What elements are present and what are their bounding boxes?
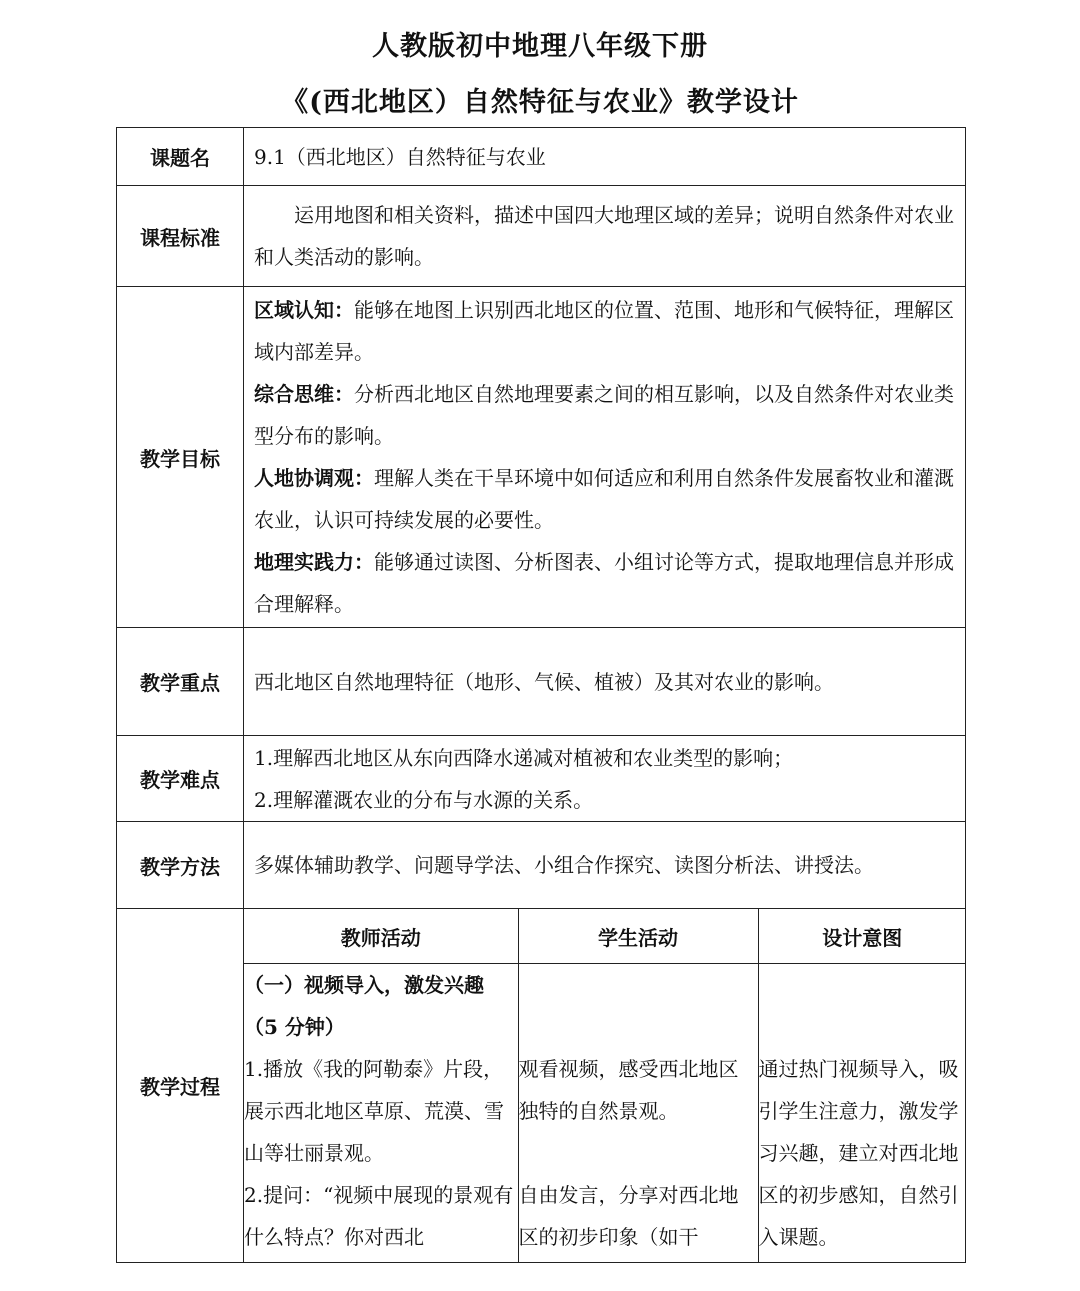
lesson-plan-table <box>116 127 966 1263</box>
objective-item <box>254 541 955 625</box>
row-difficulties <box>117 736 966 822</box>
key-points-label: 教学重点 <box>117 628 244 736</box>
objective-item <box>254 289 955 373</box>
methods-value: 多媒体辅助教学、问题导学法、小组合作探究、读图分析法、讲授法。 <box>244 822 966 909</box>
objective-item <box>254 373 955 457</box>
document-subtitle: 《(西北地区）自然特征与农业》教学设计 <box>281 87 799 118</box>
design-intent-item: 通过热门视频导入，吸引学生注意力，激发学习兴趣，建立对西北地区的初步感知，自然引入课题。 <box>758 1057 959 1249</box>
standard-label: 课程标准 <box>117 186 244 287</box>
topic-value: 9.1（西北地区）自然特征与农业 <box>244 128 966 186</box>
row-methods <box>117 822 966 909</box>
objective-head: 人地协调观： <box>254 466 374 490</box>
standard-value: 运用地图和相关资料，描述中国四大地理区域的差异；说明自然条件对农业和人类活动的影响。 <box>254 203 954 269</box>
topic-label: 课题名 <box>117 128 244 186</box>
student-activity-item: 自由发言，分享对西北地区的初步印象（如干 <box>518 1183 739 1249</box>
row-process <box>117 909 966 1263</box>
difficulty-item: 2.理解灌溉农业的分布与水源的关系。 <box>254 787 594 812</box>
header-student-activity: 学生活动 <box>518 909 758 964</box>
student-activity-item: 观看视频，感受西北地区独特的自然景观。 <box>518 1057 739 1123</box>
row-standard <box>117 186 966 287</box>
methods-label: 教学方法 <box>117 822 244 909</box>
row-topic <box>117 128 966 186</box>
document-title: 人教版初中地理八年级下册 <box>372 31 708 62</box>
objectives-label: 教学目标 <box>117 287 244 628</box>
objective-text: 能够在地图上识别西北地区的位置、范围、地形和气候特征，理解区域内部差异。 <box>254 298 954 364</box>
row-objectives <box>117 287 966 628</box>
objective-text: 分析西北地区自然地理要素之间的相互影响，以及自然条件对农业类型分布的影响。 <box>254 382 954 448</box>
process-table <box>244 909 966 1262</box>
teacher-step: 2.提问：“视频中展现的景观有什么特点？你对西北 <box>244 1183 514 1249</box>
teacher-section-title: （一）视频导入，激发兴趣（5 分钟） <box>244 973 484 1039</box>
objective-text: 理解人类在干旱环境中如何适应和利用自然条件发展畜牧业和灌溉农业，认识可持续发展的必要性。 <box>254 466 954 532</box>
header-design-intent: 设计意图 <box>758 909 966 964</box>
teacher-step: 1.播放《我的阿勒泰》片段，展示西北地区草原、荒漠、雪山等壮丽景观。 <box>244 1057 504 1165</box>
objective-item <box>254 457 955 541</box>
objective-head: 地理实践力： <box>254 550 374 574</box>
difficulty-item: 1.理解西北地区从东向西降水递减对植被和农业类型的影响； <box>254 745 794 770</box>
objective-head: 综合思维： <box>254 382 354 406</box>
objective-text: 能够通过读图、分析图表、小组讨论等方式，提取地理信息并形成合理解释。 <box>254 550 954 616</box>
row-key-points <box>117 628 966 736</box>
key-points-value: 西北地区自然地理特征（地形、气候、植被）及其对农业的影响。 <box>244 628 966 736</box>
header-teacher-activity: 教师活动 <box>244 909 518 964</box>
difficulties-label: 教学难点 <box>117 736 244 822</box>
process-label: 教学过程 <box>117 909 244 1263</box>
objective-head: 区域认知： <box>254 298 354 322</box>
